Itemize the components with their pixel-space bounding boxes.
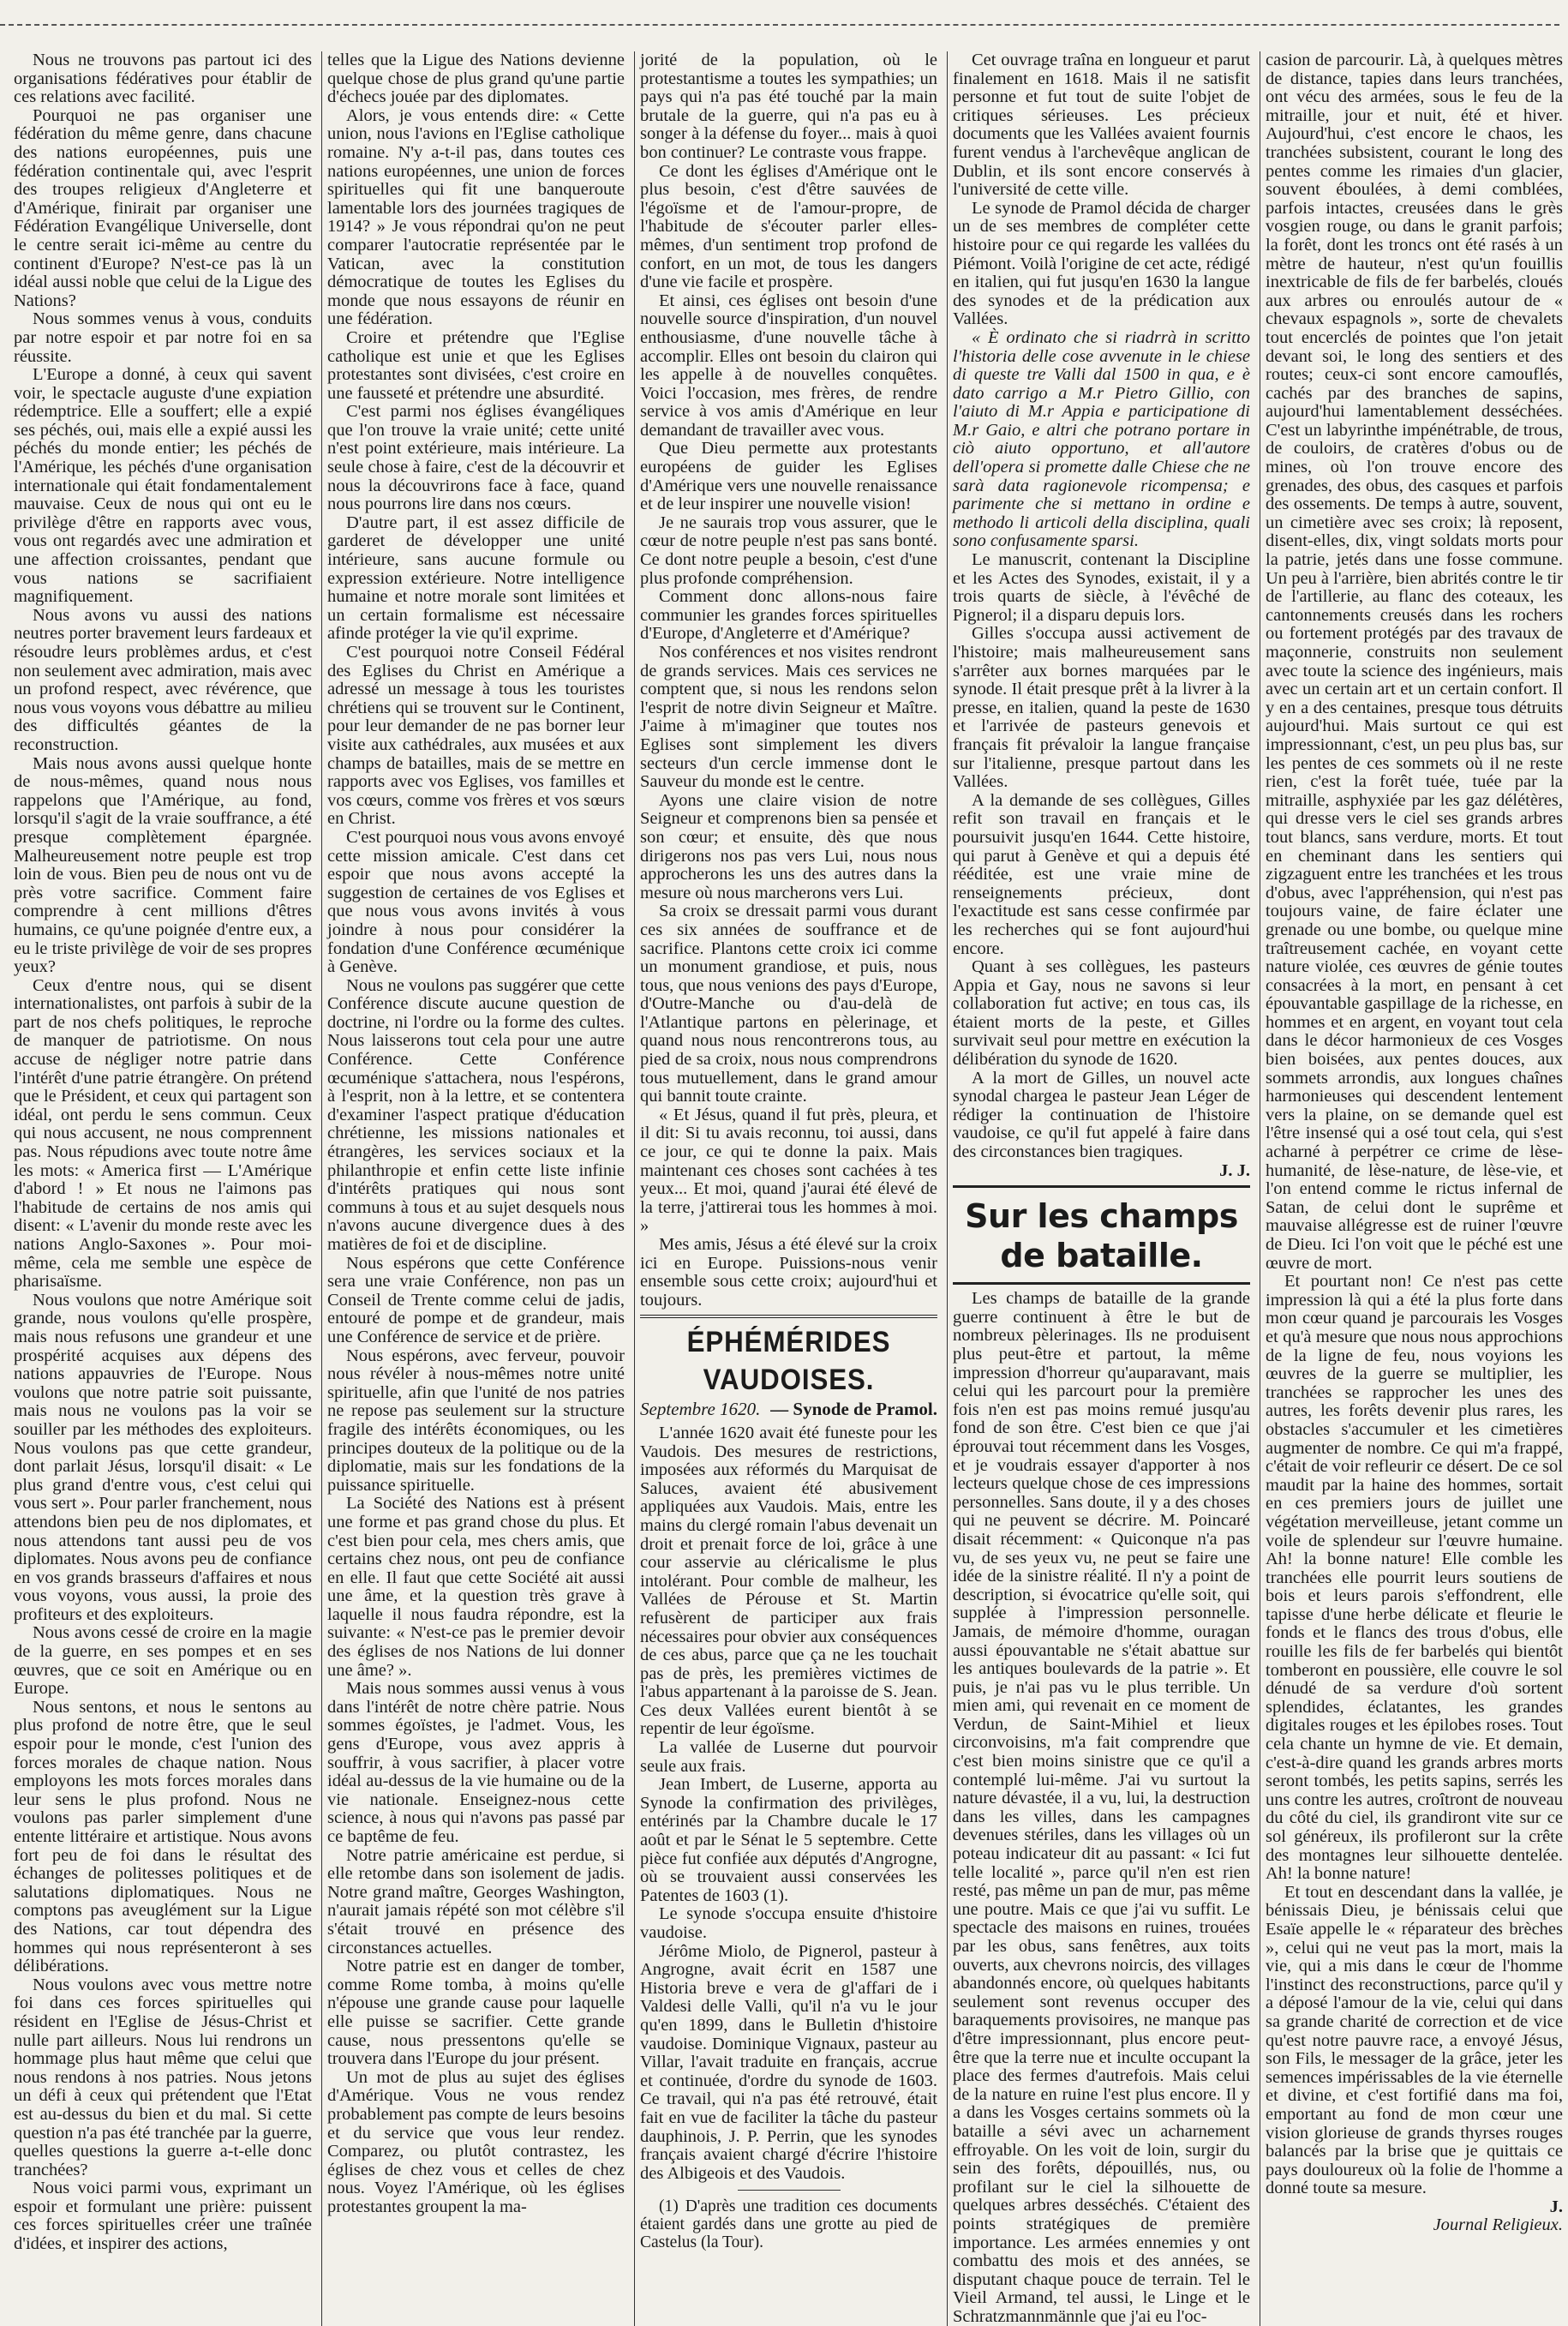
paragraph: Le synode de Pramol décida de charger un de ses membres de compléter cette histoire pour ce qui regarde les vallées du Piémont. Voilà l'origine de cet acte, rédigé en italien, qui fut jusqu'en 1630 la langue des synodes et de la prédication aux Vallées. (953, 198, 1250, 329)
paragraph: C'est parmi nos églises évangéliques que l'on trouve la vraie unité; cette unité n'est point extérieure, mais intérieure. La seule chose à faire, c'est de la découvrir et nous la découvrirons face à face, quand nous pourrons lire dans nos cœurs. (327, 402, 625, 514)
paragraph: Nous espérons, avec ferveur, pouvoir nous révéler à nous-mêmes notre unité spirituelle, afin que l'unité de nos patries ne repose pas seulement sur la structure fragile des intérêts économiques, ou les principes douteux de la politique ou de la diplomatie, mais sur les fondations de la puissance spirituelle. (327, 1346, 625, 1495)
paragraph: Alors, je vous entends dire: « Cette union, nous l'avions en l'Eglise catholique romaine. N'y a-t-il pas, dans toutes ces nations européennes, une union de forces spirituelles qui fit une banqueroute lamentable lors des journées tragiques de 1914? » Je vous répondrai qu'on ne peut comparer l'autocratie représentée par le Vatican, avec la constitution démocratique de toutes les Eglises du monde que nous essayons de réunir en une fédération. (327, 105, 625, 329)
paragraph: Nous voulons que notre Amérique soit grande, nous voulons qu'elle prospère, mais nous refusons une grandeur et une prospérité acquises aux dépens des nations appauvries de l'Europe. Nous voulons que notre patrie soit puissante, mais nous ne voulons pas la voir se souiller par les méthodes des exploiteurs. Nous voulons pas que cette grandeur, dont parlait Jésus, lorsqu'il disait: « Le plus grand d'entre vous, c'est celui qui vous sert ». Pour parler franchement, nous attendons bien peu de nos diplomates, et nous attendons tant aussi peu de vos diplomates. Nous avons peu de confiance en vos grands brasseurs d'affaires et nous vous voyons, vous aussi, la proie des profiteurs et des exploiteurs. (14, 1290, 312, 1624)
paragraph: Mais nous avons aussi quelque honte de nous-mêmes, quand nous nous rappelons que l'Amérique, au fond, lorsqu'il s'agit de la vraie souffrance, a été presque complètement épargnée. Malheureusement notre peuple est trop loin de vous. Bien peu de nous ont vu de près votre sacrifice. Comment faire comprendre à cent millions d'êtres humains, ce qu'une poignée d'entre eux, a eu le triste privilège de voir de ses propres yeux? (14, 753, 312, 977)
paragraph: Nous voulons avec vous mettre notre foi dans ces forces spirituelles qui résident en l'Eglise de Jésus-Christ et nulle part ailleurs. Nous lui rendrons un hommage plus haut même que celui que nous rendons à nos patries. Nous jetons un défi à ceux qui prétendent que l'Etat est au-dessus du bien et du mal. Si cette question n'a pas été tranchée par la guerre, quelles questions la guerre a-t-elle donc tranchées? (14, 1975, 312, 2179)
section-title-ephemerides: ÉPHÉMÉRIDES VAUDOISES. (686, 1326, 891, 1397)
signature-j: J. (1549, 2197, 1563, 2216)
paragraph: C'est pourquoi notre Conseil Fédéral des Eglises du Christ en Amérique a adressé un message à tous les touristes chrétiens qui se trouvent sur le Continent, pour leur demander de ne pas borner leur visite aux cathédrales, aux musées et aux champs de batailles, mais de se mettre en rapports avec vos Eglises, vos familles et vos cœurs, comme vos frères et vos sœurs en Christ. (327, 643, 625, 829)
paragraph: C'est pourquoi nous vous avons envoyé cette mission amicale. C'est dans cet espoir que nous avons accepté la suggestion de certaines de vos Eglises et que nous vous avons invités à vous joindre à nous pour considérer la fondation d'une Conférence œcuménique à Genève. (327, 827, 625, 977)
paragraph: Nous avons vu aussi des nations neutres porter bravement leurs fardeaux et résoudre leurs problèmes ardus, et c'est non seulement avec admiration, mais avec un profond respect, avec révérence, que nous vous voyons vous débattre au milieu des difficultés géantes de la reconstruction. (14, 605, 312, 754)
paragraph: Le manuscrit, contenant la Discipline et les Actes des Synodes, existait, il y a trois quarts de siècle, à l'évêché de Pignerol; il a disparu depuis lors. (953, 550, 1250, 625)
section-rule (640, 1315, 937, 1318)
paragraph: casion de parcourir. Là, à quelques mètres de distance, tapies dans leurs tranchées, ont vécu des armées, sous le feu de la mitraille, jour et nuit, été et hiver. Aujourd'hui, c'est encore le chaos, les tranchées subsistent, courant le long des pentes comme les rimaies d'un glacier, souvent éboulées, à demi comblées, parfois intactes, creusées dans le grès vosgien rouge, ou dans le granit parfois; la forêt, dont les troncs ont été rasés à un mètre de hauteur, n'est qu'un fouillis inextricable de fils de fer barbelés, cloués aux arbres ou enroulés autour de « chevaux espagnols », sorte de chevalets tout encerclés de pointes que l'on jetait devant soi, le long des sentiers et des routes; ceux-ci sont encore camouflés, cachés par des branches de sapins, aujourd'hui lamentablement desséchées. C'est un labyrinthe impénétrable, de trous, de couloirs, de cratères d'obus ou de mines, où l'on trouve encore des grenades, des obus, des casques et parfois des ossements. De temps à autre, souvent, un cimetière avec ses croix; là reposent, disent-elles, dix, vingt soldats morts pour la patrie, jetés dans une fosse commune. Un peu à l'arrière, bien abrités contre le tir de l'artillerie, au flanc des coteaux, les cantonnements creusés dans les rochers ou fortement protégés par des travaux de maçonnerie, construits non seulement avec toute la science des ingénieurs, mais avec un certain art et un certain confort. Il y en a des centaines, presque tous détruits aujourd'hui. Mais surtout ce qui est impressionnant, c'est, un peu plus bas, sur les pentes de ces sommets où il ne reste rien, c'est la forêt tuée, tuée par la mitraille, asphyxiée par les gaz délétères, qui dresse vers le ciel ses grands arbres tout blancs, sans verdure, morts. Et tout en cheminant dans les sentiers qui zigzaguent entre les tranchées et les trous d'obus, avec l'appréhension, qui n'est pas toujours vaine, de faire éclater une grenade ou une bombe, ou quelque mine traîtreusement cachée, en voyant cette nature violée, ces œuvres de génie toutes consacrées à la mort, en pensant à cet épouvantable gaspillage de la richesse, en hommes et en argent, en voyant tout cela dans le décor harmonieux de ces Vosges bien boisées, aux pentes douces, aux sommets arrondis, aux longues chaînes harmonieuses qui descendent lentement vers la plaine, on se demande quel est l'être insensé qui a osé tout cela, qui s'est acharné à perpétrer ce crime de lèse-humanité, de lèse-nature, de lèse-vie, et l'on entend comme le rictus infernal de Satan, de celui dont le suprême et mauvaise allégresse est de ruiner l'œuvre de Dieu. Ici l'on voit que le péché est une œuvre de mort. (1266, 51, 1563, 1273)
paragraph: Et ainsi, ces églises ont besoin d'une nouvelle source d'inspiration, d'un nouvel enthousiasme, d'une nouvelle tâche à accomplir. Elles ont besoin du clairon qui les appelle à de nouvelles conquêtes. Voici l'occasion, mes frères, de rendre service à vos amis d'Amérique en leur demandant de travailler avec vous. (640, 291, 937, 440)
paragraph: Nous espérons que cette Conférence sera une vraie Conférence, non pas un Conseil de Trente comme celui de jadis, entouré de pompe et de grandeur, mais une Conférence de service et de prière. (327, 1253, 625, 1346)
paragraph: Jean Imbert, de Luserne, apporta au Synode la confirmation des privilèges, entérinés par la Chambre ducale le 17 août et par le Sénat le 5 septembre. Cette pièce fut confiée aux députés d'Angrogne, où se trouvaient aussi conservées les Patentes de 1603 (1). (640, 1775, 937, 1905)
footnote: (1) D'après une tradition ces documents étaient gardés dans une grotte au pied de Castelus (la Tour). (640, 2197, 937, 2252)
top-dashed-rule (0, 24, 1559, 26)
paragraph: Sa croix se dressait parmi vous durant ces six années de souffrance et de sacrifice. Plantons cette croix ici comme un monument grandiose, et puis, nous tous, que nous venions des pays d'Europe, d'Outre-Manche ou d'au-delà de l'Atlantique partons en pèlerinage, et quand nous nous rencontrerons tous, au pied de sa croix, nous nous comprendrons tous mutuellement, dans le grand amour qui bannit toute crainte. (640, 902, 937, 1106)
paragraph: La Société des Nations est à présent une forme et pas grand chose du plus. Et c'est bien pour cela, mes chers amis, que certains chez nous, ont peu de confiance en elle. Il faut que cette Société ait aussi une âme, et la question très grave à laquelle il nous faudra répondre, est la suivante: « N'est-ce pas le premier devoir des églises de nos Nations de lui donner une âme? ». (327, 1494, 625, 1680)
paragraph: A la mort de Gilles, un nouvel acte synodal chargea le pasteur Jean Léger de rédiger la continuation de l'histoire vaudoise, ce qu'il fut appelé à faire dans des circonstances bien tragiques. (953, 1068, 1250, 1162)
paragraph: Quant à ses collègues, les pasteurs Appia et Gay, nous ne savons si leur collaboration fut active; en tous cas, ils étaient morts de la peste, et Gilles survivait seul pour mettre en exécution la délibération du synode de 1620. (953, 957, 1250, 1070)
paragraph: Un mot de plus au sujet des églises d'Amérique. Vous ne vous rendez probablement pas compte de leurs besoins et du service que vous leur rendez. Comparez, ou plutôt contrastez, les églises de chez vous et celles de chez nous. Voyez l'Amérique, où les églises protestantes groupent la ma- (327, 2067, 625, 2216)
paragraph: Nous avons cessé de croire en la magie de la guerre, en ses pompes et en ses œuvres, que ce soit en Amérique ou en Europe. (14, 1623, 312, 1699)
paragraph: Gilles s'occupa aussi activement de l'histoire; mais malheureusement sans s'arrêter aux bornes marquées par le synode. Il était presque prêt à la livrer à la presse, en italien, quand la peste de 1630 et l'arrivée de pasteurs genevois et français fit prévaloir la langue française sur l'italienne, presque partout dans les Vallées. (953, 624, 1250, 792)
paragraph: Ce dont les églises d'Amérique ont le plus besoin, c'est d'être sauvées de l'égoïsme et de l'amour-propre, de l'habitude de s'écouter parler elles-mêmes, d'un sentiment trop profond de confort, en un mot, de tous les dangers d'une vie facile et prospère. (640, 161, 937, 292)
column-5 (1260, 51, 1568, 2326)
paragraph: Notre patrie est en danger de tomber, comme Rome tomba, à moins qu'elle n'épouse une grande cause pour laquelle elle puisse se sacrifier. Cette grande cause, nous pressentons qu'elle se trouvera dans l'Europe du jour présent. (327, 1957, 625, 2069)
paragraph: Que Dieu permette aux protestants européens de guider les Eglises d'Amérique vers une nouvelle renaissance et de leur inspirer une nouvelle vision! (640, 439, 937, 514)
paragraph: Nous sentons, et nous le sentons au plus profond de notre être, que le seul espoir pour le monde, c'est l'union des forces morales de chaque nation. Nous employons les mots forces morales dans leur sens le plus profond. Nous ne voulons pas parler simplement d'une entente littéraire et artistique. Nous avons fort peu de foi dans le résultat des échanges de politesses politiques et de salutations diplomatiques. Nous ne comptons pas aveuglément sur la Ligue des Nations, car tout dépendra des hommes qui nous représenteront à ses délibérations. (14, 1697, 312, 1976)
paragraph: Nos conférences et nos visites rendront de grands services. Mais ces services ne comptent que, si nous les rendons selon l'esprit de notre divin Seigneur et Maître. J'aime à m'imaginer que toutes nos Eglises sont simplement les divers secteurs d'un cercle immense dont le Sauveur du monde est le centre. (640, 643, 937, 792)
paragraph: jorité de la population, où le protestantisme a toutes les sympathies; un pays qui n'a pas été touché par la main brutale de la guerre, qui n'a pas eu à songer à la défense du foyer... mais à quoi bon continuer? Le contraste vous frappe. (640, 51, 937, 162)
paragraph: Pourquoi ne pas organiser une fédération du même genre, dans chacune des nations européennes, puis une fédération continentale qui, avec l'esprit des troupes religieux d'Angleterre et d'Amérique, finirait par organiser une Fédération Evangélique Universelle, dont le centre serait ici-même au centre du continent d'Europe? N'est-ce pas là un idéal aussi noble que celui de la Ligue des Nations? (14, 105, 312, 310)
paragraph: « Et Jésus, quand il fut près, pleura, et il dit: Si tu avais reconnu, toi aussi, dans ce jour, ce qui te donne la paix. Mais maintenant ces choses sont cachées à tes yeux... Et moi, quand j'aurai été élevé de la terre, j'attirerai tous les hommes à moi. » (640, 1105, 937, 1236)
paragraph: Mes amis, Jésus a été élevé sur la croix ici en Europe. Puissions-nous venir ensemble sous cette croix; aujourd'hui et toujours. (640, 1235, 937, 1310)
paragraph: Notre patrie américaine est perdue, si elle retombe dans son isolement de jadis. Notre grand maître, Georges Washington, n'aurait jamais répété son mot célèbre s'il s'était trouvé en présence des circonstances actuelles. (327, 1845, 625, 1957)
paragraph: Et tout en descendant dans la vallée, je bénissais Dieu, je bénissais celui que Esaïe appelle le « réparateur des brèches », celui qui ne veut pas la mort, mais la vie, qui a mis dans le cœur de l'homme l'instinct des reconstructions, parce qu'il y a déposé l'amour de la vie, celui qui dans sa grande charité de correction et de vice qu'est notre pauvre race, a envoyé Jésus, son Fils, le messager de la grâce, jeter les semences impérissables de la vie éternelle et divine, et c'est fortifié dans ma foi, emportant au fond de mon cœur une vision glorieuse de grands thyrses rouges balancés par la brise que je quittais ce pays douloureux où la folie de l'homme a donné toute sa mesure. (1266, 1882, 1563, 2198)
paragraph: D'autre part, il est assez difficile de garderet de développer une unité intérieure, sans aucune formule ou expression extérieure. Notre intelligence humaine et notre morale sont limitées et un certain formalisme est nécessaire afinde protéger la vie qu'il exprime. (327, 513, 625, 644)
paragraph: Mais nous sommes aussi venus à vous dans l'intérêt de notre chère patrie. Nous sommes égoïstes, je l'admet. Vous, les gens d'Europe, vous avez appris à souffrir, à vous sacrifier, à placer votre idéal au-dessus de la vie humaine ou de la vie nationale. Enseignez-nous cette science, à nous qui n'avons pas passé par ce baptême de feu. (327, 1679, 625, 1846)
paragraph: Je ne saurais trop vous assurer, que le cœur de notre peuple n'est pas sans bonté. Ce dont notre peuple a besoin, c'est d'une plus profonde compréhension. (640, 513, 937, 588)
footnote-rule (738, 2190, 841, 2191)
column-3 (634, 51, 943, 2326)
column-4 (947, 51, 1255, 2326)
paragraph: Le synode s'occupa ensuite d'histoire vaudoise. (640, 1904, 937, 1942)
signature-jj: J. J. (1219, 1160, 1250, 1180)
headline-champs-de-bataille: Sur les champs de bataille. (965, 1197, 1238, 1275)
paragraph: L'Europe a donné, à ceux qui savent voir, le spectacle auguste d'une expiation rédemptrice. Elle a souffert; elle a expié ses péchés, oui, mais elle a expié aussi les péchés du monde entier; les péchés de l'Amérique, les péchés d'une organisation internationale qui était fondamentalement mauvaise. Ceux de nous qui ont eu le privilège d'être en rapports avec vous, vous ont regardés avec une admiration et une affection croissantes, pendant que vous nations se sacrifiaient magnifiquement. (14, 365, 312, 607)
paragraph: telles que la Ligue des Nations devienne quelque chose de plus grand qu'une partie d'échecs jouée par des diplomates. (327, 51, 625, 107)
paragraph: Cet ouvrage traîna en longueur et parut finalement en 1618. Mais il ne satisfit personne et fut tout de suite l'objet de critiques sérieuses. Les précieux documents que les Vallées avaient fournis furent vendus à l'archevêque anglican de Dublin, et ils sont encore conservés à l'université de cette ville. (953, 51, 1250, 200)
paragraph: La vallée de Luserne dut pourvoir seule aux frais. (640, 1738, 937, 1776)
dateline-subject: — Synode de Pramol. (770, 1399, 937, 1420)
column-2 (321, 51, 630, 2326)
paragraph: Croire et prétendre que l'Eglise catholique est unie et que les Eglises protestantes sont divisées, c'est croire en une fausseté et prétendre une absurdité. (327, 327, 625, 403)
paragraph: L'année 1620 avait été funeste pour les Vaudois. Des mesures de restrictions, imposées aux réformés du Marquisat de Saluces, avaient été abusivement appliquées aux Vaudois. Mais, entre les mains du clergé romain l'abus devenait un droit et prenait force de loi, grâce à une cour asservie au cléricalisme le plus intolérant. Pour comble de malheur, les Vallées de Pérouse et St. Martin refusèrent de participer aux frais nécessaires pour obvier aux conséquences de ces abus, parce que ça ne les touchait pas de près, les premières victimes de l'abus appartenant à la paroisse de S. Jean. Ces deux Vallées eurent bientôt à se repentir de leur égoïsme. (640, 1423, 937, 1739)
paragraph: Nous voici parmi vous, exprimant un espoir et formulant une prière: puissent ces forces spirituelles créer une traînée d'idées, et inspirer des actions, (14, 2179, 312, 2254)
italian-quote: « È ordinato che si riadrrà in scritto l'historia delle cose avvenute in le chiese di queste tre Valli dal 1500 in qua, e è dato carrigo a M.r Pietro Gillio, con l'aiuto di M.r Appia e participatione di M.r Gaio, e altri che potrano portare in ciò aiuto opportuno, et all'autore dell'opera si promette dalle Chiese che ne sarà data ragionevole ricompensa; e parimente che si mettano in ordine e methodo li articoli della disciplina, quali sono confusamente sparsi. (953, 327, 1250, 551)
paragraph: Nous ne trouvons pas partout ici des organisations fédératives pour établir de ces relations avec facilité. (14, 51, 312, 107)
paragraph: Jérôme Miolo, de Pignerol, pasteur à Angrogne, avait écrit en 1587 une Historia breve e vera de gl'affari de i Valdesi delle Valli, qu'il n'a vu le jour qu'en 1899, dans le Bulletin d'histoire vaudoise. Dominique Vignaux, pasteur au Villar, l'avait traduite en français, accrue et continuée, d'ordre du synode de 1603. Ce travail, qui n'a pas été retrouvé, était fait en vue de faciliter la tâche du pasteur dauphinois, J. P. Perrin, que les synodes français avaient chargé d'écrire l'histoire des Albigeois et des Vaudois. (640, 1941, 937, 2183)
dateline (640, 1400, 937, 1419)
paragraph: Ayons une claire vision de notre Seigneur et comprenons bien sa pensée et son cœur; et ensuite, dès que nous dirigerons nos pas vers Lui, nous nous approcherons les uns des autres dans la mesure où nous marcherons vers Lui. (640, 790, 937, 902)
section-rule (953, 1185, 1250, 1188)
columns (9, 51, 1563, 2326)
section-rule (953, 1282, 1250, 1285)
paragraph: Ceux d'entre nous, qui se disent internationalistes, ont parfois à subir de la part de nos chefs politiques, le reproche de manquer de patriotisme. On nous accuse de négliger notre patrie dans l'intérêt d'une patrie étrangère. On prétend que le Président, et ceux qui partagent son idéal, ont perdu le sens commun. Ceux qui nous accusent, ne nous comprennent pas. Nous répudions avec toute notre âme les mots: « America first — L'Amérique d'abord ! » Et nous ne l'aimons pas l'habitude de certains de nos amis qui disent: « L'avenir du monde reste avec les nations Anglo-Saxones ». Pour moi-même, cela me semble une espèce de pharisaïsme. (14, 975, 312, 1292)
paragraph: Et pourtant non! Ce n'est pas cette impression là qui a été la plus forte dans mon cœur quand je parcourais les Vosges et qu'à mesure que nous nous approchions de la ligne de feu, nous voyions les œuvres de la guerre se multiplier, les tranchées se rapprocher les unes des autres, les forêts devenir plus rares, les obstacles s'accumuler et les cimetières augmenter de nombre. Ce qui m'a frappé, c'était de voir refleurir ce désert. De ce sol maudit par la haine des hommes, sortait en ces premiers jours de juillet une végétation merveilleuse, jetant comme un voile de splendeur sur l'œuvre humaine. Ah! la bonne nature! Elle comble les tranchées elle pourrit leurs soutiens de bois et leurs parois s'effondrent, elle tapisse d'une herbe délicate et fleurie le fonds et le flancs des trous d'obus, elle rouille les fils de fer barbelés qui bientôt tomberont en poussière, elle couvre le sol dénudé de sa verdure d'où sortent splendides, éclatantes, les grandes digitales rouges et les épilobes roses. Tout cela chante un hymne de vie. Et demain, c'est-à-dire quand les grands arbres morts seront tombés, les petits sapins, serrés les uns contre les autres, croîtront de nouveau du côté du ciel, ils grandiront vite sur ce sol généreux, ils profileront sur la crête des montagnes leur silhouette dentelée. Ah! la bonne nature! (1266, 1272, 1563, 1884)
dateline-date: Septembre 1620. (640, 1399, 761, 1420)
paragraph: A la demande de ses collègues, Gilles refit son travail en français et le poursuivit jusqu'en 1644. Cette histoire, qui parut à Genève et qui a depuis été rééditée, est une vraie mine de renseignements précieux, dont l'exactitude est sans cesse confirmée par les recherches qui se font aujourd'hui encore. (953, 790, 1250, 958)
paragraph: Les champs de bataille de la grande guerre continuent à être le but de nombreux pèlerinages. Ils ne produisent plus peut-être et partout, la même impression d'horreur qu'auparavant, mais celui qui les parcourt pour la première fois n'en est pas moins remué jusqu'au fond de son être. C'est bien ce que j'ai éprouvai tout récemment dans les Vosges, et je voudrais essayer d'apporter à nos lecteurs quelque chose de ces impressions personnelles. Sans doute, il y a des choses qui ne peuvent se décrire. M. Poincaré disait récemment: « Quiconque n'a pas vu, de ses yeux vu, ne peut se faire une idée de la sinistre réalité. Il n'y a point de description, si évocatrice qu'elle soit, qui supplée à l'impression personnelle. Jamais, de mémoire d'homme, ouragan aussi épouvantable ne s'était abattue sur les antiques boulevards de la patrie ». Et puis, je n'ai pas vu le plus terrible. Un mien ami, qui revenait en ce moment de Verdun, de Saint-Mihiel et lieux circonvoisins, m'a fait comprendre que c'est bien moins sinistre que ce qu'il a contemplé lui-même. J'ai vu surtout la nature dévastée, il a vu, lui, la destruction dans les villes, dans les campagnes devenues stériles, dans les villages où un poteau indicateur dit au passant: « Ici fut telle localité », parce qu'il n'en est rien resté, pas même un pan de mur, pas même une poutre. Mais ce que j'ai vu suffit. Le spectacle des maisons en ruines, trouées par les obus, sans fenêtres, aux toits ouverts, aux chevrons noircis, des villages abandonnés encore, où quelques habitants seulement sont revenus occuper des baraquements provisoires, ne manque pas d'être impressionnant, plus encore peut-être que la terre nue et inculte occupant la place des fermes d'autrefois. Mais celui de la nature en ruine l'est plus encore. Il y a dans les Vosges certains sommets où la bataille a sévi avec un acharnement effroyable. On les voit de loin, surgir du sein des forêts, dépouillés, nus, ou profilant sur le ciel la silhouette de quelques arbres desséchés. C'étaient des points stratégiques de première importance. Les armées ennemies y ont combattu des mois et des années, se disputant chaque pouce de terrain. Tel le Vieil Armand, tel aussi, le Linge et le Schratzmannmännle que j'ai eu l'oc- (953, 1289, 1250, 2326)
paragraph: Nous sommes venus à vous, conduits par notre espoir et par notre foi en sa réussite. (14, 309, 312, 366)
source-credit: Journal Religieux. (1433, 2215, 1563, 2235)
paragraph: Comment donc allons-nous faire communier les grandes forces spirituelles d'Europe, d'Angleterre et d'Amérique? (640, 587, 937, 644)
column-1 (9, 51, 317, 2326)
paragraph: Nous ne voulons pas suggérer que cette Conférence discute aucune question de doctrine, ni l'ordre ou la forme des cultes. Nous laisserons tout cela pour une autre Conférence. Cette Conférence œcuménique s'attachera, nous l'espérons, à l'esprit, non à la lettre, et se contentera d'examiner l'aspect pratique d'éducation chrétienne, les missions nationales et étrangères, les services sociaux et la philanthropie et enfin cette liste infinie d'intérêts pratiques qui nous sont communs à tous et au sujet desquels nous n'avons aucune divergence dues à des matières de foi et de discipline. (327, 975, 625, 1254)
